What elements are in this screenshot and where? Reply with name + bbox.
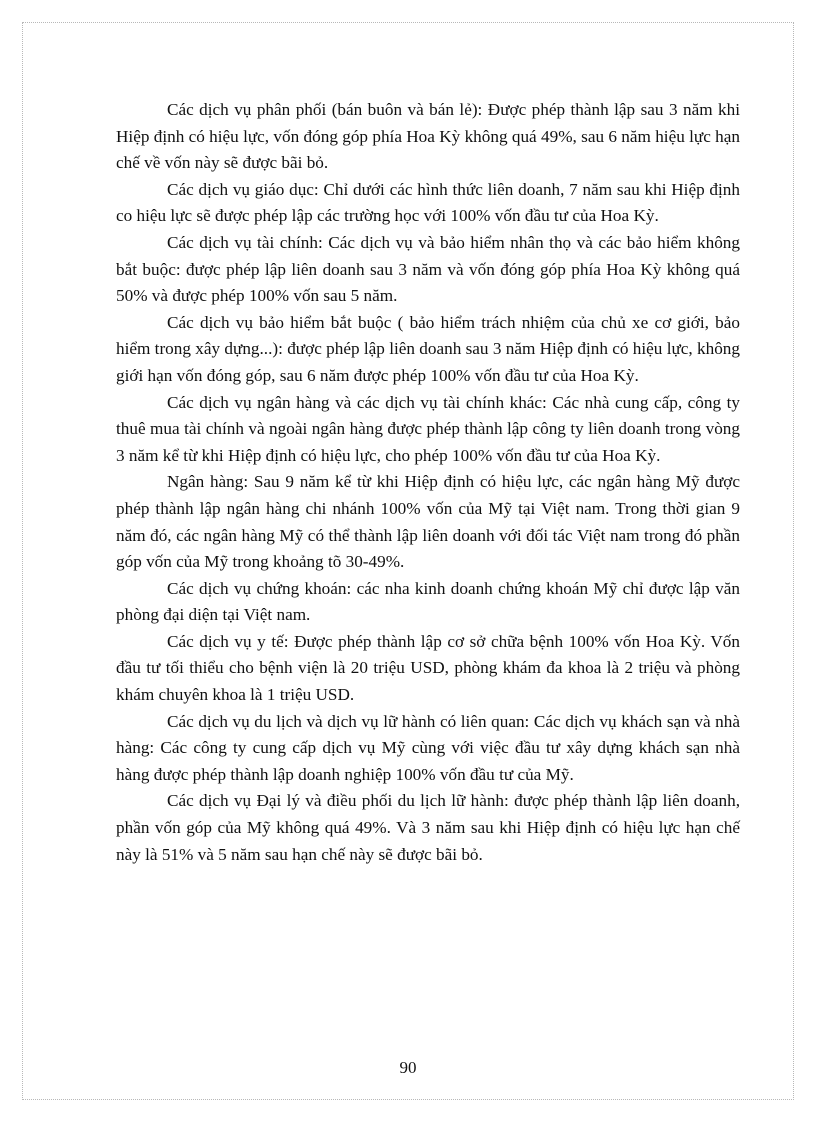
paragraph-distribution-services: Các dịch vụ phân phối (bán buôn và bán lẻ): Được phép thành lập sau 3 năm khi Hiệp định có hiệu lực, vốn đóng góp phía Hoa Kỳ không quá 49%, sau 6 năm hiệu lực hạn chế về vốn này sẽ được bãi bỏ. xyxy=(116,100,740,173)
paragraph-financial-services: Các dịch vụ tài chính: Các dịch vụ và bảo hiểm nhân thọ và các bảo hiểm không bắt buộc: được phép lập liên doanh sau 3 năm và vốn đóng góp phía Hoa Kỳ không quá 50% và được phép 100% vốn sau 5 năm. xyxy=(116,232,740,306)
paragraph-banking-other-financial: Các dịch vụ ngân hàng và các dịch vụ tài chính khác: Các nhà cung cấp, công ty thuê mua tài chính và ngoài ngân hàng được phép thành lập công ty liên doanh trong vòng 3 năm kể từ khi Hiệp định có hiệu lực, cho phép 100% vốn đầu tư của Hoa Kỳ. xyxy=(116,392,740,465)
paragraph-securities-services: Các dịch vụ chứng khoán: các nha kinh doanh chứng khoán Mỹ chỉ được lập văn phòng đại diện tại Việt nam. xyxy=(116,578,740,625)
paragraph-health-services: Các dịch vụ y tế: Được phép thành lập cơ sở chữa bệnh 100% vốn Hoa Kỳ. Vốn đầu tư tối thiểu cho bệnh viện là 20 triệu USD, phòng khám đa khoa là 2 triệu và phòng khám chuyên khoa là 1 triệu USD. xyxy=(116,631,740,705)
page-number: 90 xyxy=(399,1058,417,1077)
paragraph-tourism-services: Các dịch vụ du lịch và dịch vụ lữ hành có liên quan: Các dịch vụ khách sạn và nhà hàng: Các công ty cung cấp dịch vụ Mỹ cùng với việc đầu tư xây dựng khách sạn nhà hàng được phép thành lập doanh nghiệp 100% vốn đầu tư của Mỹ. xyxy=(116,711,740,784)
paragraph-banks: Ngân hàng: Sau 9 năm kể từ khi Hiệp định có hiệu lực, các ngân hàng Mỹ được phép thành lập ngân hàng chi nhánh 100% vốn của Mỹ tại Việt nam. Trong thời gian 9 năm đó, các ngân hàng Mỹ có thể thành lập liên doanh với đối tác Việt nam trong đó phần góp vốn của Mỹ trong khoảng tõ 30-49%. xyxy=(116,472,740,572)
paragraph-education-services: Các dịch vụ giáo dục: Chỉ dưới các hình thức liên doanh, 7 năm sau khi Hiệp định co hiệu lực sẽ được phép lập các trường học với 100% vốn đầu tư của Hoa Kỳ. xyxy=(116,179,740,226)
document-body xyxy=(116,97,740,868)
paragraph-mandatory-insurance: Các dịch vụ bảo hiểm bắt buộc ( bảo hiểm trách nhiệm của chủ xe cơ giới, bảo hiểm trong xây dựng...): được phép lập liên doanh sau 3 năm Hiệp định có hiệu lực, không giới hạn vốn đóng góp, sau 6 năm được phép 100% vốn đầu tư của Hoa Kỳ. xyxy=(116,312,740,385)
paragraph-travel-agency-services: Các dịch vụ Đại lý và điều phối du lịch lữ hành: được phép thành lập liên doanh, phần vốn góp của Mỹ không quá 49%. Và 3 năm sau khi Hiệp định có hiệu lực hạn chế này là 51% và 5 năm sau hạn chế này sẽ được bãi bỏ. xyxy=(116,791,740,864)
